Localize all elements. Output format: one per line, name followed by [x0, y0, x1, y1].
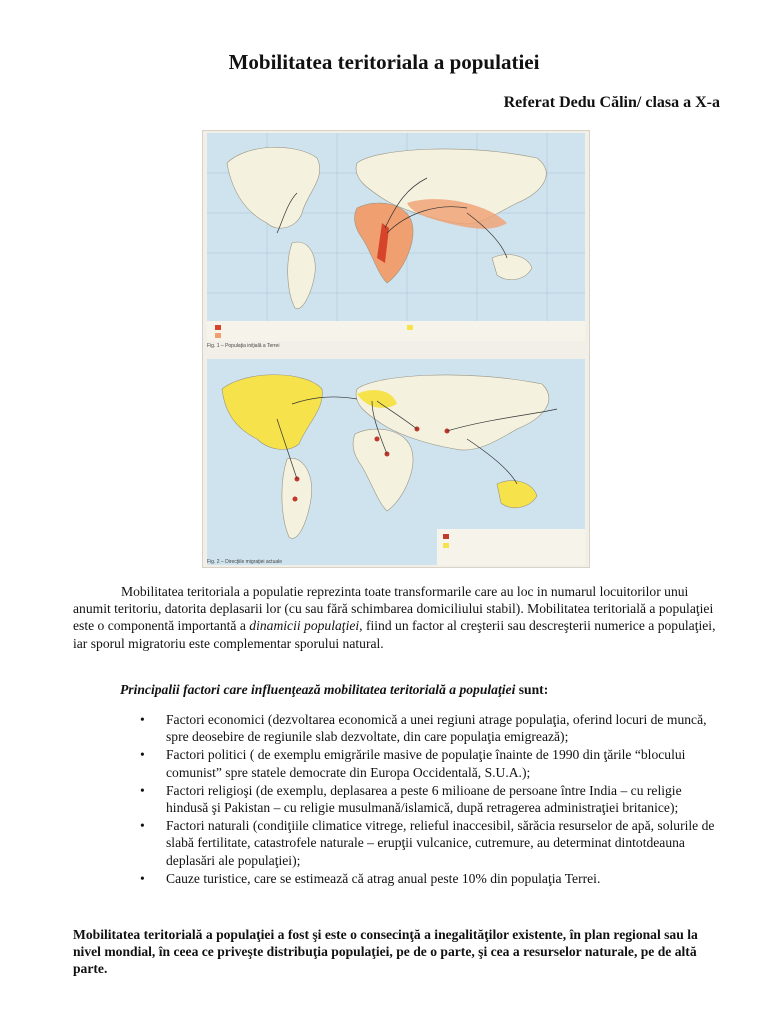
factor-tourism: • Cauze turistice, care se estimează că atrag anual peste 10% din populaţia Terrei.: [120, 870, 725, 887]
intro-sentence-1: Mobilitatea teritoriala a populatie reprezinta toate transformarile care au loc in numarul locuitorilor unui anumit teritoriu, datorita deplasarii lor (cu sau fără schimbarea domiciliului stabil).: [73, 584, 689, 617]
legend-swatch-expansion: [215, 333, 221, 338]
intro-paragraph: [73, 583, 723, 652]
factor-political: • Factori politici ( de exemplu emigrările masive de populaţie înainte de 1990 din ţările “blocului comunist” spre statele democrate din Europa Occidentală, S.U.A.);: [120, 746, 725, 780]
migration-maps-figure: [202, 130, 590, 568]
factor-religious: • Factori religioşi (de exemplu, deplasarea a peste 6 milioane de persoane între India – cu religie hindusă şi Pakistan – cu religie musulmană/islamică, după retragerea administraţiei britanice);: [120, 782, 725, 816]
intro-emphasis: dinamicii populaţiei: [249, 618, 360, 634]
legend-swatch-destination: [443, 543, 449, 548]
document-title: Mobilitatea teritoriala a populatiei: [228, 50, 540, 74]
legend-swatch-source: [443, 534, 449, 539]
legend-swatch-destination: [407, 325, 413, 330]
legend-swatch-origin: [215, 325, 221, 330]
initial-population-map: [207, 133, 585, 341]
intro-sentence-2-after: , fiind un factor al creşterii sau descreşterii numerice a populaţiei, iar sporul migratoriu este complementar sporului natural.: [73, 618, 716, 651]
figure-caption-2: Fig. 2 – Direcţiile migraţiei actuale: [207, 559, 283, 565]
current-migration-map: [207, 359, 585, 565]
factors-list: [120, 711, 725, 888]
conclusion-paragraph: Mobilitatea teritorială a populaţiei a fost şi este o consecinţă a inegalităţilor existente, în plan regional sau la nivel mondial, în ceea ce priveşte distribuţia populaţiei, pe de o parte, şi cea a resurselor naturale, pe de altă parte.: [73, 927, 698, 977]
factors-heading-suffix: sunt:: [515, 682, 549, 697]
legend-background: [437, 529, 585, 565]
factor-economic: • Factori economici (dezvoltarea economică a unei regiuni atrage populaţia, oferind locuri de muncă, spre deosebire de regiunile slab dezvoltate, din care populaţia emigrează);: [120, 711, 725, 745]
author-line: Referat Dedu Călin/ clasa a X-a: [503, 94, 720, 111]
intro-sentence-2-before: Mobilitatea teritorială a populaţiei este o componentă importantă a: [73, 601, 714, 634]
figure-caption-1: Fig. 1 – Populaţia iniţială a Terrei: [207, 343, 280, 349]
factors-heading-text: Principalii factori care influenţează mobilitatea teritorială a populaţiei: [120, 682, 516, 697]
factor-natural: • Factori naturali (condiţiile climatice vitrege, relieful inaccesibil, sărăcia resurselor de apă, solurile de slabă fertilitate, catastrofele naturale – erupţii vulcanice, cutremure, au determinat dintotdeauna deplasări ale populaţiei);: [120, 817, 725, 869]
legend-background: [207, 321, 585, 341]
factors-heading: [120, 682, 548, 698]
